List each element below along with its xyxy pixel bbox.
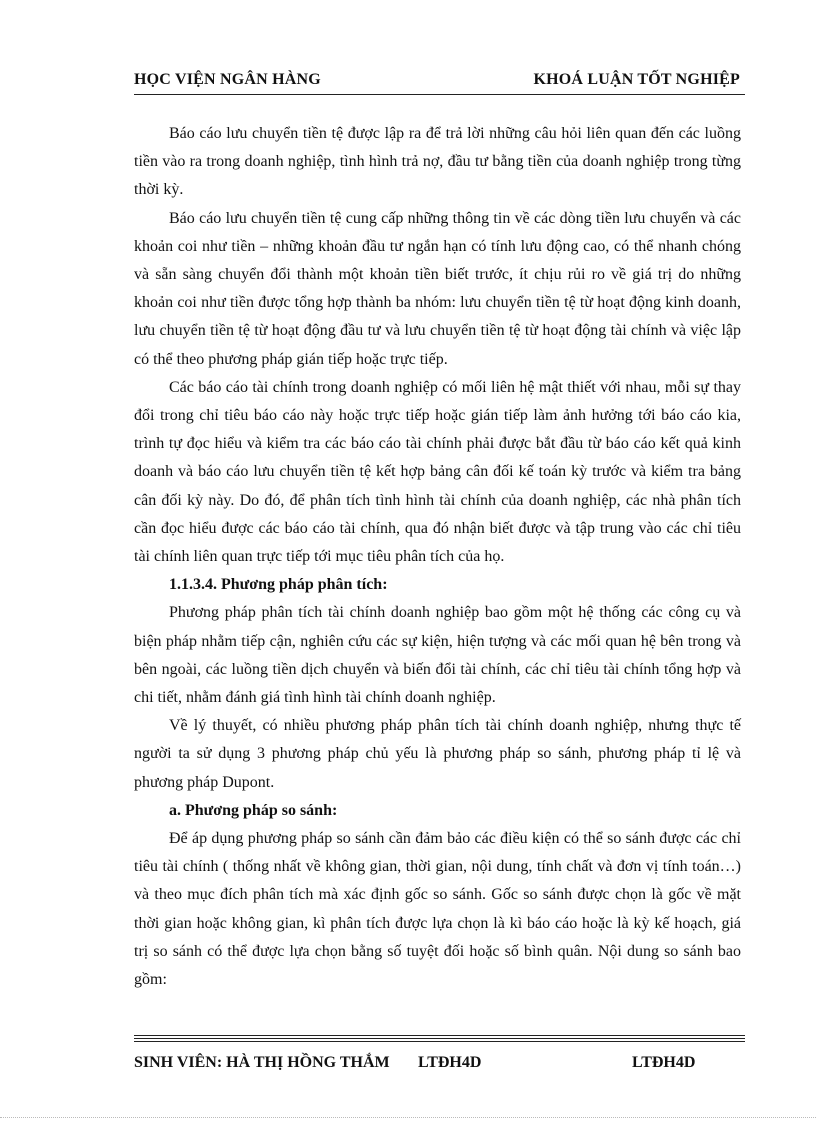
body-paragraph: Về lý thuyết, có nhiều phương pháp phân tích tài chính doanh nghiệp, nhưng thực tế người ta sử dụng 3 phương pháp chủ yếu là phương pháp so sánh, phương pháp tỉ lệ và phương pháp Dupont. (134, 717, 741, 791)
page-body (134, 120, 741, 994)
header-institution: HỌC VIỆN NGÂN HÀNG (134, 71, 321, 88)
body-paragraph: Báo cáo lưu chuyển tiền tệ cung cấp những thông tin về các dòng tiền lưu chuyển và các khoản coi như tiền – những khoản đầu tư ngắn hạn có tính lưu động cao, có thể nhanh chóng và sẵn sàng chuyển đổi thành một khoản tiền biết trước, ít chịu rủi ro về giá trị do những khoản coi như tiền được tổng hợp thành ba nhóm: lưu chuyển tiền tệ từ hoạt động kinh doanh, lưu chuyển tiền tệ từ hoạt động đầu tư và lưu chuyển tiền tệ từ hoạt động tài chính và việc lập có thể theo phương pháp gián tiếp hoặc trực tiếp. (134, 209, 741, 368)
footer-divider (134, 1035, 745, 1036)
footer-class-code: LTĐH4D (632, 1054, 696, 1071)
subsection-heading: a. Phương pháp so sánh: (169, 801, 338, 819)
header-document-type: KHOÁ LUẬN TỐT NGHIỆP (533, 71, 740, 88)
page-bottom-edge (0, 1117, 816, 1118)
body-paragraph: Báo cáo lưu chuyển tiền tệ được lập ra để trả lời những câu hỏi liên quan đến các luồng tiền vào ra trong doanh nghiệp, tình hình trả nợ, đầu tư bằng tiền của doanh nghiệp trong từng thời kỳ. (134, 125, 741, 199)
header-divider (134, 94, 745, 95)
body-paragraph: Phương pháp phân tích tài chính doanh nghiệp bao gồm một hệ thống các công cụ và biện pháp nhằm tiếp cận, nghiên cứu các sự kiện, hiện tượng và các mối quan hệ bên trong và bên ngoài, các luồng tiền dịch chuyển và biến đổi tài chính, các chỉ tiêu tài chính tổng hợp và chi tiết, nhằm đánh giá tình hình tài chính doanh nghiệp. (134, 604, 741, 707)
body-paragraph: Các báo cáo tài chính trong doanh nghiệp có mối liên hệ mật thiết với nhau, mỗi sự thay đổi trong chỉ tiêu báo cáo này hoặc trực tiếp hoặc gián tiếp làm ảnh hưởng tới báo cáo kia, trình tự đọc hiểu và kiểm tra các báo cáo tài chính phải được bắt đầu từ báo cáo kết quả kinh doanh và báo cáo lưu chuyển tiền tệ kết hợp bảng cân đối kế toán kỳ trước và kiểm tra bảng cân đối kỳ này. Do đó, để phân tích tình hình tài chính của doanh nghiệp, các nhà phân tích cần đọc hiểu được các báo cáo tài chính, qua đó nhận biết được và tập trung vào các chỉ tiêu tài chính liên quan trực tiếp tới mục tiêu phân tích của họ. (134, 378, 741, 566)
footer-student-name: SINH VIÊN: HÀ THỊ HỒNG THẮM (134, 1054, 390, 1071)
footer-divider (134, 1041, 745, 1042)
footer-class-code: LTĐH4D (418, 1054, 482, 1071)
footer-divider (134, 1038, 745, 1039)
body-paragraph: Để áp dụng phương pháp so sánh cần đảm bảo các điều kiện có thể so sánh được các chỉ tiêu tài chính ( thống nhất về không gian, thời gian, nội dung, tính chất và đơn vị tính toán…) và theo mục đích phân tích mà xác định gốc so sánh. Gốc so sánh được chọn là gốc về mặt thời gian hoặc không gian, kì phân tích được lựa chọn là kì báo cáo hoặc là kỳ kế hoạch, giá trị so sánh có thể được lựa chọn bằng số tuyệt đối hoặc số bình quân. Nội dung so sánh bao gồm: (134, 830, 741, 989)
section-heading: 1.1.3.4. Phương pháp phân tích: (169, 576, 388, 594)
